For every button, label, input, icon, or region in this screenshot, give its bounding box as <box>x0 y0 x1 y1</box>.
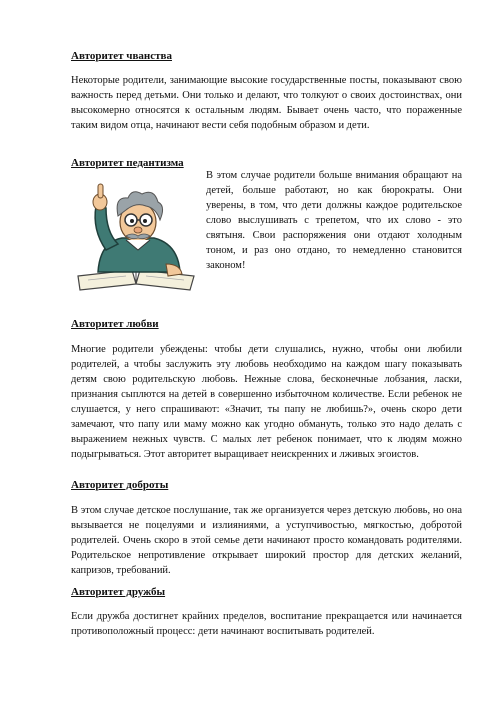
section-heading-love: Авторитет любви <box>71 318 159 330</box>
section-heading-kindness: Авторитет доброты <box>71 479 169 491</box>
section-text-kindness: В этом случае детское послушание, так же организуется через детскую любовь, но она вызывается не поцелуями и излияниями, а уступчивостью, мягкостью, добротой родителей. Очень скоро в этой семье дети начинают просто командовать родителями. Родительское непротивление открывает широкий простор для детских желаний, капризов, требований. <box>71 505 462 576</box>
section-heading-friendship: Авторитет дружбы <box>71 586 166 598</box>
strict-professor-cartoon-icon <box>70 180 200 300</box>
section-heading-pedantry: Авторитет педантизма <box>71 157 184 169</box>
section-heading-arrogance: Авторитет чванства <box>71 50 172 62</box>
section-text-arrogance: Некоторые родители, занимающие высокие государственные посты, показывают свою важность перед детьми. Они только и делают, что толкуют о своих достоинствах, они высокомерно относятся к остальным людям. Бывает очень часто, что пораженные таким видом отца, начинают вести себя подобным образом и дети. <box>71 75 462 131</box>
section-text-love: Многие родители убеждены: чтобы дети слушались, нужно, чтобы они любили родителей, а чтобы заслужить эту любовь необходимо на каждом шагу показывать детям свою родительскую любовь. Нежные слова, бесконечные лобзания, ласки, признания сыплются на детей в совершенно избыточном количестве. Если ребенок не слушается, у него спрашивают: «Значит, ты папу не любишь?», очень скоро дети замечают, что папу или маму можно как угодно обмануть, только это надо делать с выражением нежных чувств. С малых лет ребенок понимает, что к людям можно подыгрываться. Этот авторитет выращивает неискренних и лживых эгоистов. <box>71 344 462 460</box>
section-text-friendship: Если дружба достигнет крайних пределов, воспитание прекращается или начинается противоположный процесс: дети начинают воспитывать родителей. <box>71 611 462 637</box>
section-text-pedantry: В этом случае родители больше внимания обращают на детей, больше работают, но как бюрократы. Они уверены, в том, что дети должны каждое родительское слово выслушивать с трепетом, что их слово - это святыня. Свои распоряжения они отдают холодным тоном, и раз оно отдано, то немедленно становится законом! <box>206 170 462 271</box>
